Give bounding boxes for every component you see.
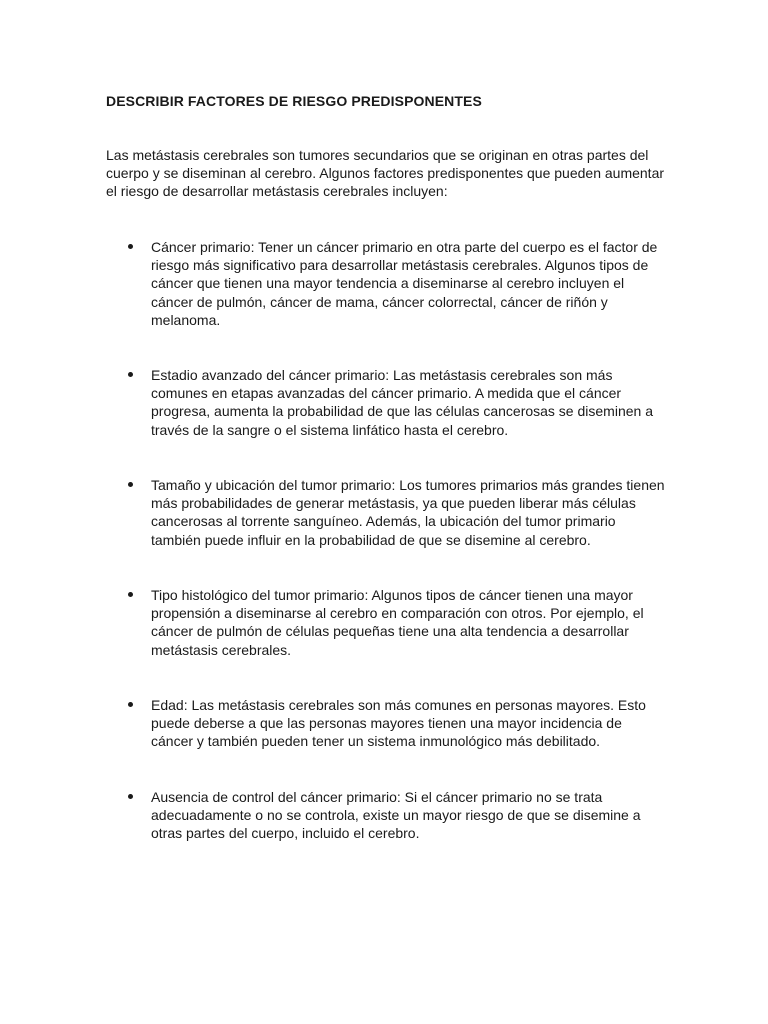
bullet-icon <box>128 372 133 377</box>
list-item-text: Cáncer primario: Tener un cáncer primario en otra parte del cuerpo es el factor de riesgo más significativo para desarrollar metástasis cerebrales. Algunos tipos de cáncer que tienen una mayor tendencia a diseminarse al cerebro incluyen el cáncer de pulmón, cáncer de mama, cáncer colorrectal, cáncer de riñón y melanoma. <box>151 239 658 328</box>
intro-paragraph: Las metástasis cerebrales son tumores secundarios que se originan en otras partes del cuerpo y se diseminan al cerebro. Algunos factores predisponentes que pueden aumentar el riesgo de desarrollar metástasis cerebrales incluyen: <box>106 147 665 200</box>
list-item-text: Tipo histológico del tumor primario: Algunos tipos de cáncer tienen una mayor propensión a diseminarse al cerebro en comparación con otros. Por ejemplo, el cáncer de pulmón de células pequeñas tiene una alta tendencia a desarrollar metástasis cerebrales. <box>151 587 644 658</box>
document-title: DESCRIBIR FACTORES DE RIESGO PREDISPONENTES <box>106 93 482 109</box>
list-item-text: Tamaño y ubicación del tumor primario: Los tumores primarios más grandes tienen más probabilidades de generar metástasis, ya que pueden liberar más células cancerosas al torrente sanguíneo. Además, la ubicación del tumor primario también puede influir en la probabilidad de que se disemine al cerebro. <box>151 477 665 548</box>
list-item-text: Estadio avanzado del cáncer primario: Las metástasis cerebrales son más comunes en etapas avanzadas del cáncer primario. A medida que el cáncer progresa, aumenta la probabilidad de que las células cancerosas se diseminen a través de la sangre o el sistema linfático hasta el cerebro. <box>151 367 653 438</box>
bullet-icon <box>128 702 133 707</box>
bullet-icon <box>128 244 133 249</box>
bullet-icon <box>128 794 133 799</box>
list-item-text: Ausencia de control del cáncer primario: Si el cáncer primario no se trata adecuadamente o no se controla, existe un mayor riesgo de que se disemine a otras partes del cuerpo, incluido el cerebro. <box>151 789 641 842</box>
list-item-text: Edad: Las metástasis cerebrales son más comunes en personas mayores. Esto puede deberse a que las personas mayores tienen una mayor incidencia de cáncer y también pueden tener un sistema inmunológico más debilitado. <box>151 697 646 750</box>
bullet-icon <box>128 592 133 597</box>
bullet-icon <box>128 482 133 487</box>
